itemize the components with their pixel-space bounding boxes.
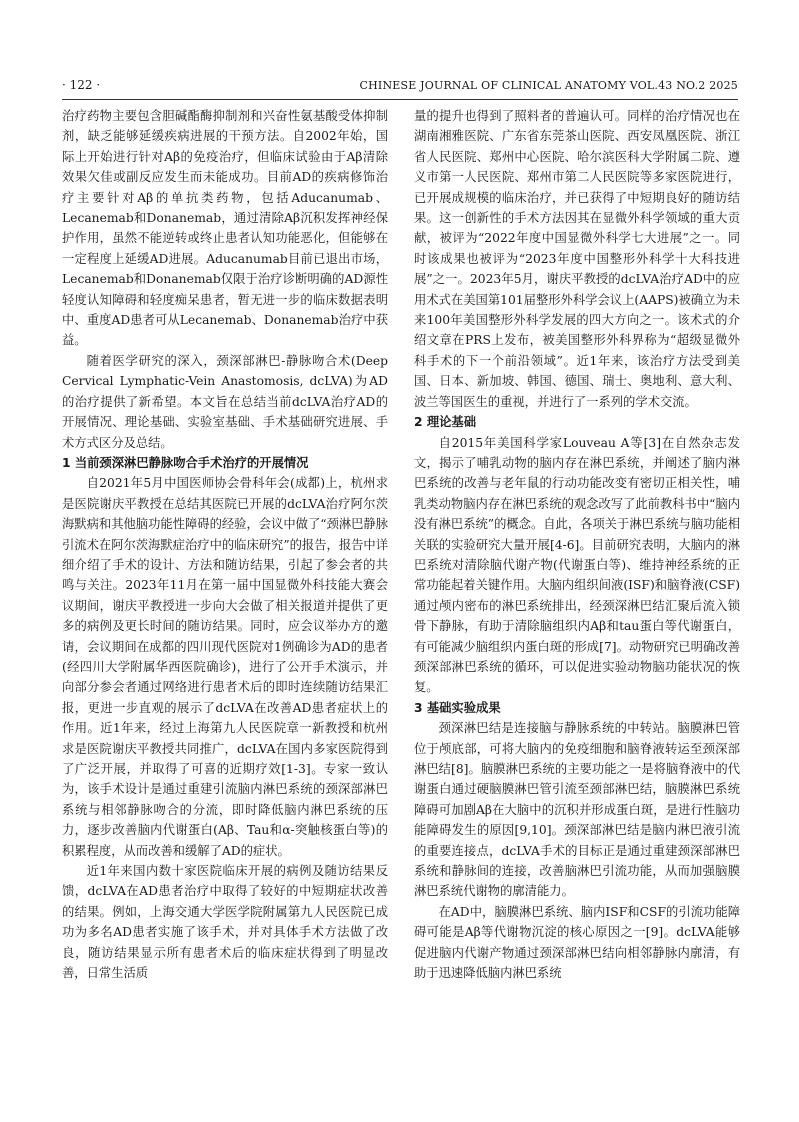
paragraph: 随着医学研究的深入，颈深部淋巴-静脉吻合术(Deep Cervical Lymphatic-Vein Anastomosis, dcLVA)为AD的治疗提供了新希望。本文旨在总结当前dcLVA治疗AD的开展情况、理论基础、实验室基础、手术基础研究进展、手术方式区分及总结。 <box>62 353 388 450</box>
page-number: · 122 · <box>62 78 101 92</box>
section-heading: 1 当前颈深淋巴静脉吻合手术治疗的开展情况 <box>62 455 309 470</box>
journal-title: CHINESE JOURNAL OF CLINICAL ANATOMY VOL.43 NO.2 2025 <box>359 79 738 92</box>
paragraph: 治疗药物主要包含胆碱酯酶抑制剂和兴奋性氨基酸受体抑制剂，缺乏能够延缓疾病进展的干预方法。自2002年始，国际上开始进行针对Aβ的免疫治疗，但临床试验由于Aβ清除效果欠佳或副反应发生而未能成功。目前AD的疾病修饰治疗主要针对Aβ的单抗类药物，包括Aducanumab、Lecanemab和Donanemab，通过清除Aβ沉积发挥神经保护作用，虽然不能逆转或终止患者认知功能恶化，但能够在一定程度上延缓AD进展。Aducanumab目前已退出市场，Lecanemab和Donanemab仅限于治疗诊断明确的AD源性轻度认知障碍和轻度痴呆患者，暂无进一步的临床数据表明中、重度AD患者可从Lecanemab、Donanemab治疗中获益。 <box>62 109 388 348</box>
paragraph: 自2021年5月中国医师协会骨科年会(成都)上，杭州求是医院谢庆平教授在总结其医院已开展的dcLVA治疗阿尔茨海默病和其他脑功能性障碍的经验，会议中做了“颈淋巴静脉引流术在阿尔茨海默症治疗中的临床研究”的报告，报告中详细介绍了手术的设计、方法和随访结果，引起了参会者的共鸣与关注。2023年11月在第一届中国显微外科技能大赛会议期间，谢庆平教授进一步向大会做了相关报道并提供了更多的病例及更长时间的随访结果。同时，应会议举办方的邀请，会议期间在成都的四川现代医院对1例确诊为AD的患者(经四川大学附属华西医院确诊)，进行了公开手术演示，并向部分参会者通过网络进行患者术后的即时连续随访结果汇报，更进一步直观的展示了dcLVA在改善AD患者症状上的作用。近1年来，经过上海第九人民医院章一新教授和杭州求是医院谢庆平教授共同推广，dcLVA在国内多家医院得到了广泛开展，并取得了可喜的近期疗效[1-3]。专家一致认为，该手术设计是通过重建引流脑内淋巴系统的颈深部淋巴系统与相邻静脉吻合的分流，即时降低脑内淋巴系统的压力，逐步改善脑内代谢蛋白(Aβ、Tau和α-突触核蛋白等)的积累程度，从而改善和缓解了AD的症状。 <box>62 476 388 858</box>
right-column <box>414 106 740 1106</box>
header-rule <box>62 99 738 100</box>
section-heading: 2 理论基础 <box>414 415 477 430</box>
paragraph: 颈深淋巴结是连接脑与静脉系统的中转站。脑膜淋巴管位于颅底部，可将大脑内的免疫细胞和脑脊液转运至颈深部淋巴结[8]。脑膜淋巴系统的主要功能之一是将脑脊液中的代谢蛋白通过硬脑膜淋巴管引流至颈部淋巴结，脑膜淋巴系统障碍可加剧Aβ在大脑中的沉积并形成蛋白斑，是进行性脑功能障碍发生的原因[9,10]。颈深部淋巴结是脑内淋巴液引流的重要连接点，dcLVA手术的目标正是通过重建颈深部淋巴系统和静脉间的连接，改善脑淋巴引流功能，从而加强脑膜淋巴系统代谢物的廓清能力。 <box>414 721 740 899</box>
left-column <box>62 106 388 1106</box>
paragraph: 量的提升也得到了照料者的普遍认可。同样的治疗情况也在湖南湘雅医院、广东省东莞茶山医院、西安凤凰医院、浙江省人民医院、郑州中心医院、哈尔滨医科大学附属二院、遵义市第一人民医院、郑州市第二人民医院等多家医院进行，已开展成规模的临床治疗，并已获得了中短期良好的随访结果。这一创新性的手术方法因其在显微外科学领域的重大贡献，被评为“2022年度中国显微外科学七大进展”之一。同时该成果也被评为“2023年度中国整形外科学十大科技进展”之一。2023年5月，谢庆平教授的dcLVA治疗AD中的应用术式在美国第101届整形外科学会议上(AAPS)被确立为未来100年美国整形外科学发展的四大方向之一。该术式的介绍文章在PRS上发布，被美国整形外科界称为“超级显微外科手术的下一个前沿领域”。近1年来，该治疗方法受到美国、日本、新加坡、韩国、德国、瑞士、奥地利、意大利、波兰等国医生的重视，并进行了一系列的学术交流。 <box>414 109 740 409</box>
running-header <box>62 78 738 98</box>
paragraph: 自2015年美国科学家Louveau A等[3]在自然杂志发文，揭示了哺乳动物的脑内存在淋巴系统，并阐述了脑内淋巴系统的改善与老年鼠的行动功能改变有密切正相关性，哺乳类动物脑内存在淋巴系统的观念改写了此前教科书中“脑内没有淋巴系统”的概念。自此，各项关于淋巴系统与脑功能相关联的实验研究大量开展[4-6]。目前研究表明，大脑内的淋巴系统对清除脑代谢产物(代谢蛋白等)、维持神经系统的正常功能起着关键作用。大脑内组织间液(ISF)和脑脊液(CSF)通过颅内密布的淋巴系统排出，经颈深淋巴结汇聚后流入锁骨下静脉，有助于清除脑组织内Aβ和tau蛋白等代谢蛋白，有可能减少脑组织内蛋白斑的形成[7]。动物研究已明确改善颈深部淋巴系统的循环，可以促进实验动物脑功能状况的恢复。 <box>414 435 740 695</box>
section-heading: 3 基础实验成果 <box>414 700 501 715</box>
paragraph: 在AD中，脑膜淋巴系统、脑内ISF和CSF的引流功能障碍可能是Aβ等代谢物沉淀的核心原因之一[9]。dcLVA能够促进脑内代谢产物通过颈深部淋巴结向相邻静脉内廓清，有助于迅速降低脑内淋巴系统 <box>414 904 740 981</box>
paragraph: 近1年来国内数十家医院临床开展的病例及随访结果反馈，dcLVA在AD患者治疗中取得了较好的中短期症状改善的结果。例如，上海交通大学医学院附属第九人民医院已成功为多名AD患者实施了该手术，并对具体手术方法做了改良，随访结果显示所有患者术后的临床症状得到了明显改善，日常生活质 <box>62 864 388 981</box>
